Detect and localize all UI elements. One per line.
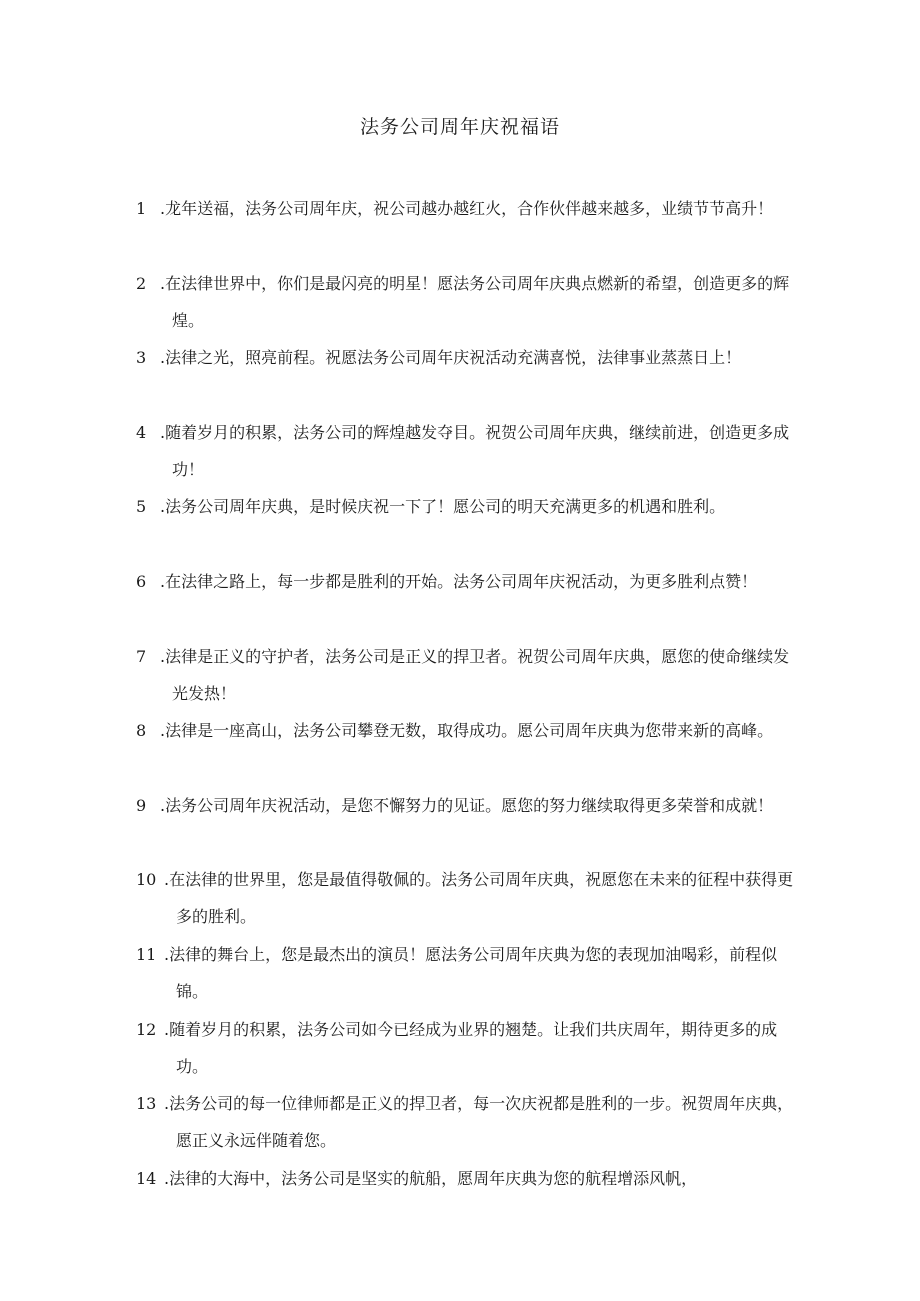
item-text: .法律的大海中，法务公司是坚实的航船，愿周年庆典为您的航程增添风帆， (164, 1168, 698, 1188)
item-text: .随着岁月的积累，法务公司如今已经成为业界的翘楚。让我们共庆周年，期待更多的成功。 (164, 1019, 778, 1076)
item-text: .法律的舞台上，您是最杰出的演员！愿法务公司周年庆典为您的表现加油喝彩，前程似锦。 (164, 944, 778, 1001)
item-number: 4 (136, 422, 147, 442)
list-item (0, 190, 920, 265)
item-number: 5 (136, 497, 147, 517)
list-item (0, 488, 920, 563)
item-number: 9 (136, 795, 147, 815)
item-number: 2 (136, 273, 147, 293)
item-text: .龙年送福，法务公司周年庆，祝公司越办越红火，合作伙伴越来越多，业绩节节高升！ (160, 199, 774, 218)
list-item (0, 936, 920, 1011)
item-number: 3 (136, 348, 147, 368)
item-text: .法务公司的每一位律师都是正义的捍卫者，每一次庆祝都是胜利的一步。祝贺周年庆典，愿正义永远伴随着您。 (164, 1094, 794, 1151)
list-item (0, 1085, 920, 1160)
item-text: .法务公司周年庆祝活动，是您不懈努力的见证。愿您的努力继续取得更多荣誉和成就！ (160, 795, 774, 815)
list-item (0, 638, 920, 713)
list-item (0, 787, 920, 862)
item-text: .法律是正义的守护者，法务公司是正义的捍卫者。祝贺公司周年庆典，愿您的使命继续发光发热！ (160, 646, 790, 703)
item-text: .在法律之路上，每一步都是胜利的开始。法务公司周年庆祝活动，为更多胜利点赞！ (160, 571, 758, 591)
item-number: 14 (136, 1168, 157, 1188)
document-title: 法务公司周年庆祝福语 (359, 116, 560, 138)
item-text: .法务公司周年庆典，是时候庆祝一下了！愿公司的明天充满更多的机遇和胜利。 (160, 497, 726, 517)
item-number: 1 (136, 199, 147, 218)
item-text: .法律之光，照亮前程。祝愿法务公司周年庆祝活动充满喜悦，法律事业蒸蒸日上！ (160, 348, 742, 368)
item-number: 7 (136, 646, 147, 666)
item-text: .在法律世界中，你们是最闪亮的明星！愿法务公司周年庆典点燃新的希望，创造更多的辉煌。 (160, 273, 790, 330)
list-item (0, 861, 920, 936)
list-item (0, 712, 920, 787)
item-text: .随着岁月的积累，法务公司的辉煌越发夺目。祝贺公司周年庆典，继续前进，创造更多成功！ (160, 422, 790, 479)
list-item (0, 414, 920, 489)
blessing-list (0, 190, 920, 1234)
item-number: 13 (136, 1094, 157, 1114)
item-number: 8 (136, 721, 147, 741)
item-text: .在法律的世界里，您是最值得敬佩的。法务公司周年庆典，祝愿您在未来的征程中获得更多的胜利。 (164, 870, 794, 927)
item-number: 12 (136, 1019, 157, 1039)
item-number: 10 (136, 870, 157, 890)
item-number: 11 (136, 944, 157, 964)
list-item (0, 1160, 920, 1235)
item-number: 6 (136, 571, 147, 591)
list-item (0, 1011, 920, 1086)
list-item (0, 339, 920, 414)
list-item (0, 563, 920, 638)
list-item (0, 265, 920, 340)
item-text: .法律是一座高山，法务公司攀登无数，取得成功。愿公司周年庆典为您带来新的高峰。 (160, 721, 774, 741)
